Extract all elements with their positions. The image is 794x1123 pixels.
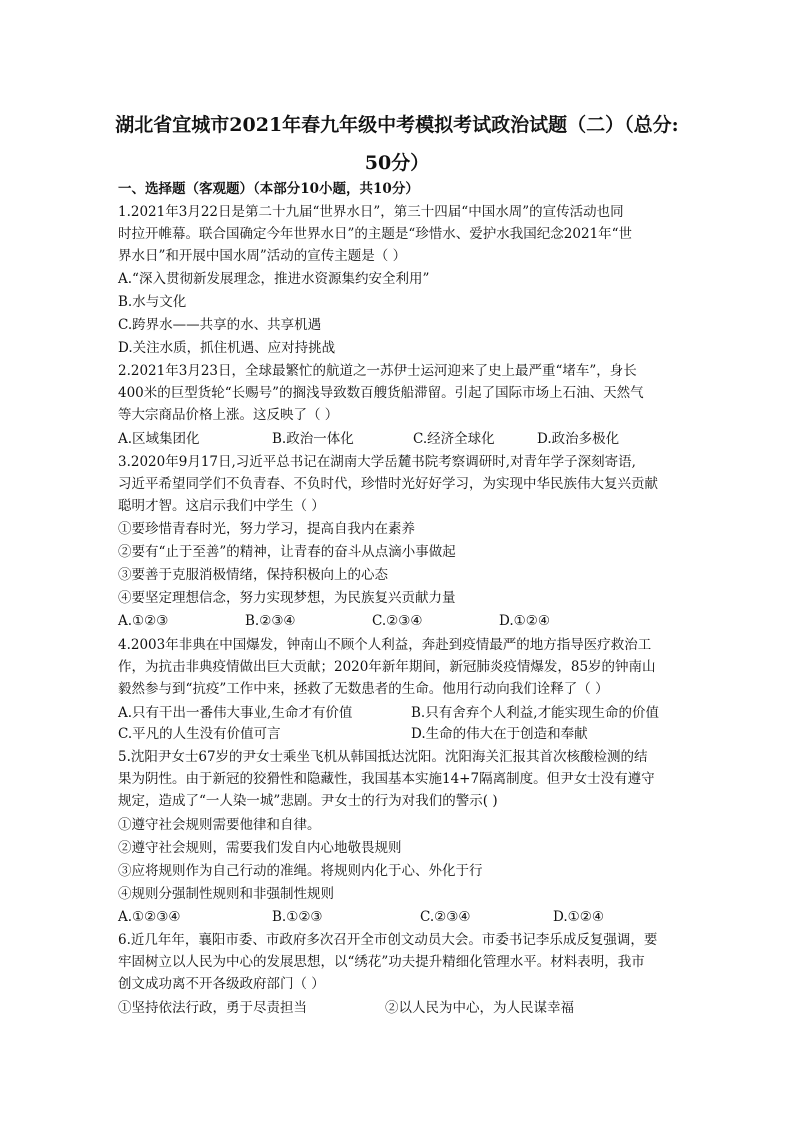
q1-option-b: B.水与文化 xyxy=(118,294,187,310)
q3-statement: ③要善于克服消极情绪，保持积极向上的心态 xyxy=(118,567,388,583)
q4-option-d: D.生命的伟大在于创造和奉献 xyxy=(411,726,588,742)
q5-line: 规定，造成了“一人染一城”悲剧。尹女士的行为对我们的警示( ) xyxy=(118,793,498,809)
q3-option-d: D.①②④ xyxy=(499,613,550,629)
q3-line: 聪明才智。这启示我们中学生（ ） xyxy=(118,498,325,514)
q3-option-c: C.②③④ xyxy=(372,613,423,629)
exam-title-line2: 50分） xyxy=(364,152,430,174)
section-heading: 一、选择题（客观题）（本部分10小题，共10分） xyxy=(118,181,419,197)
q6-line: 6.近几年年，襄阳市委、市政府多次召开全市创文动员大会。市委书记李乐成反复强调，要 xyxy=(118,932,658,948)
q2-line: 等大宗商品价格上涨。这反映了（ ） xyxy=(118,407,339,423)
q1-line: 界水日”和开展中国水周”活动的宣传主题是（ ） xyxy=(118,248,407,264)
q5-option-a: A.①②③④ xyxy=(118,909,181,925)
q5-option-d: D.①②④ xyxy=(553,909,604,925)
q2-line: 2.2021年3月23日，全球最繁忙的航道之一苏伊士运河迎来了史上最严重“堵车”，身长 xyxy=(118,363,637,379)
q3-line: 习近平希望同学们不负青春、不负时代，珍惜时光好好学习，为实现中华民族伟大复兴贡献 xyxy=(118,476,658,492)
q2-line: 400米的巨型货轮“长赐号”的搁浅导致数百艘货船滞留。引起了国际市场上石油、天然气 xyxy=(118,385,644,401)
q3-statement: ④要坚定理想信念，努力实现梦想，为民族复兴贡献力量 xyxy=(118,590,456,606)
q2-option-b: B.政治一体化 xyxy=(272,431,354,447)
q4-option-b: B.只有舍弃个人利益,才能实现生命的价值 xyxy=(411,705,660,721)
q6-line: 创文成功离不开各级政府部门（ ） xyxy=(118,976,325,992)
q1-line: 时拉开帷幕。联合国确定今年世界水日”的主题是“珍惜水、爱护水我国纪念2021年“世 xyxy=(118,226,633,242)
q4-line: 作，为抗击非典疫情做出巨大贡献；2020年新年期间，新冠肺炎疫情爆发，85岁的钟南山 xyxy=(118,659,656,675)
q2-option-a: A.区域集团化 xyxy=(118,431,200,447)
q1-option-a: A.“深入贯彻新发展理念，推进水资源集约安全利用” xyxy=(118,271,430,287)
q4-line: 毅然参与到“抗疫”工作中来，拯救了无数患者的生命。他用行动向我们诠释了（ ） xyxy=(118,681,609,697)
q1-line: 1.2021年3月22日是第二十九届“世界水日”，第三十四届“中国水周”的宣传活动也同 xyxy=(118,204,624,220)
q5-statement: ④规则分强制性规则和非强制性规则 xyxy=(118,886,334,902)
q6-statement: ①坚持依法行政，勇于尽责担当 xyxy=(118,1000,307,1016)
exam-title-line1: 湖北省宜城市2021年春九年级中考模拟考试政治试题（二）（总分: xyxy=(115,114,679,136)
q4-line: 4.2003年非典在中国爆发，钟南山不顾个人利益，奔赴到疫情最严的地方指导医疗救治工 xyxy=(118,637,652,653)
q4-option-c: C.平凡的人生没有价值可言 xyxy=(118,726,281,742)
q5-statement: ①遵守社会规则需要他律和自律。 xyxy=(118,817,321,833)
q3-line: 3.2020年9月17日,习近平总书记在湖南大学岳麓书院考察调研时,对青年学子深刻寄语, xyxy=(118,454,636,470)
q5-line: 5.沈阳尹女士67岁的尹女士乘坐飞机从韩国抵达沈阳。沈阳海关汇报其首次核酸检测的结 xyxy=(118,749,648,765)
q3-option-b: B.②③④ xyxy=(245,613,296,629)
q3-statement: ①要珍惜青春时光，努力学习，提高自我内在素养 xyxy=(118,521,415,537)
q5-statement: ③应将规则作为自己行动的准绳。将规则内化于心、外化于行 xyxy=(118,863,483,879)
q3-statement: ②要有“止于至善”的精神，让青春的奋斗从点滴小事做起 xyxy=(118,544,456,560)
q5-statement: ②遵守社会规则，需要我们发自内心地敬畏规则 xyxy=(118,840,402,856)
q1-option-c: C.跨界水——共享的水、共享机遇 xyxy=(118,317,322,333)
q6-line: 牢固树立以人民为中心的发展思想，以“绣花”功夫提升精细化管理水平。材料表明，我市 xyxy=(118,954,645,970)
q5-line: 果为阴性。由于新冠的狡猾性和隐藏性，我国基本实施14+7隔离制度。但尹女士没有遵守 xyxy=(118,771,655,787)
q6-statement: ②以人民为中心，为人民谋幸福 xyxy=(385,1000,574,1016)
q2-option-c: C.经济全球化 xyxy=(413,431,495,447)
q5-option-c: C.②③④ xyxy=(420,909,471,925)
q5-option-b: B.①②③ xyxy=(272,909,323,925)
q2-option-d: D.政治多极化 xyxy=(537,431,620,447)
q4-option-a: A.只有干出一番伟大事业,生命才有价值 xyxy=(118,705,353,721)
q3-option-a: A.①②③ xyxy=(118,613,169,629)
q1-option-d: D.关注水质，抓住机遇、应对持挑战 xyxy=(118,340,336,356)
